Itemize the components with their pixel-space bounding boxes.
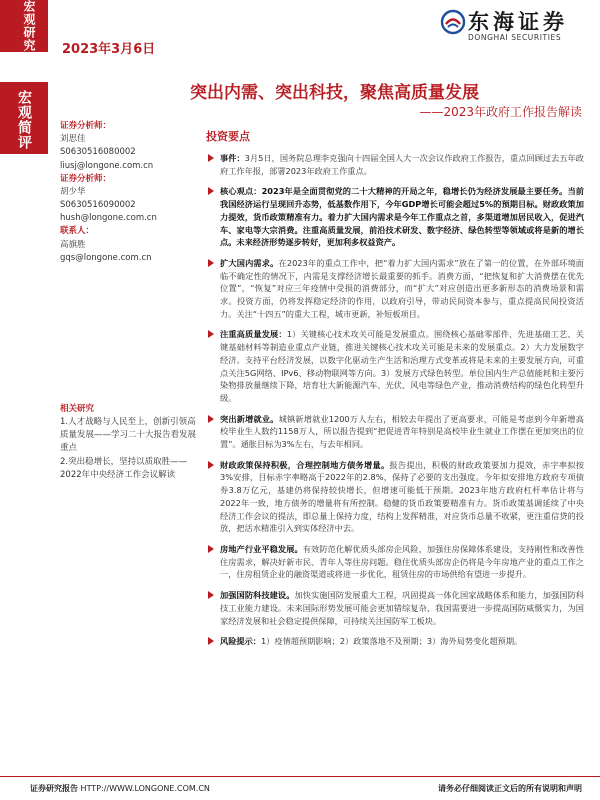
header-red-band — [0, 0, 48, 52]
report-title: 突出内需、突出科技，聚焦高质量发展 — [190, 83, 479, 103]
bullet-text: 城镇新增就业1200万人左右，相较去年提出了更高要求，可能是考虑到今年新增高校毕业生人数约1158万人，所以报告提到“把促进青年特别是高校毕业生就业工作摆在更加突出的位置”。通胀目标为3%左右，与去年相同。 — [220, 413, 584, 450]
bullet-key: 事件： — [220, 153, 245, 163]
bullet-key: 突出新增就业。 — [220, 413, 279, 424]
analyst-cert: S0630516080002 — [60, 147, 136, 158]
bullet-employment — [206, 413, 584, 451]
bullet-real-estate — [206, 543, 584, 581]
footer-url[interactable]: HTTP://WWW.LONGONE.COM.CN — [80, 784, 210, 793]
bullet-key: 加强国防科技建设。 — [220, 590, 295, 601]
bullet-domestic-demand — [206, 257, 584, 321]
analyst-label: 证券分析师： — [60, 173, 112, 184]
footer-left — [30, 783, 210, 794]
logo-chinese-name: 东海证券 — [468, 10, 568, 34]
related-research — [60, 403, 202, 482]
analyst-label: 证券分析师： — [60, 121, 112, 131]
bullet-event — [206, 152, 584, 177]
section-title: 投资要点 — [206, 130, 250, 143]
report-type-label: 宏观简评 — [16, 90, 32, 150]
bullet-fiscal-policy — [206, 459, 584, 535]
bullet-text: 报告提出，积极的财政政策要加力提效，赤字率拟按3%安排，目标赤字率略高于2022年的2.8%，保持了必要的支出强度。今年拟安排地方政府专项债券3.8万亿元，基建仍将保持较快增长，但增速可能低于预期。2023年地方政府杠杆率估计将与2022年一致，地方债务的增量将有所控制。稳健的货币政策要精准有力。货币政策基调延续了中央经济工作会议的提法，即总量上保持力度，结构上发挥精准，对应货币总量不收紧，更注重信贷的投放，把活水精准引入到实体经济中去。 — [220, 459, 584, 534]
bullet-key: 房地产行业平稳发展。 — [220, 543, 303, 554]
related-research-item[interactable]: 1.人才战略与人民至上，创新引领高质量发展——学习二十大报告看发展重点 — [60, 417, 197, 454]
contact-name: 高旗胜 — [60, 239, 86, 250]
bullet-key: 核心观点： — [220, 186, 262, 197]
analyst-email[interactable]: liusj@longone.com.cn — [60, 160, 154, 171]
bullet-key: 财政政策保持积极，合理控制地方债务增量。 — [220, 459, 390, 470]
related-research-item[interactable]: 2.突出稳增长，坚持以质取胜——2022年中央经济工作会议解读 — [60, 456, 188, 480]
analyst-cert: S0630516090002 — [60, 200, 136, 211]
analyst-name: 胡少华 — [60, 186, 86, 197]
donghai-logo-icon — [440, 9, 466, 35]
footer-report-label: 证券研究报告 — [30, 784, 78, 793]
footer-disclaimer: 请务必仔细阅读正文后的所有说明和声明 — [438, 784, 582, 793]
bullet-text: 有效防范化解优质头部房企风险，加强住房保障体系建设，支持刚性和改善性住房需求，解决好新市民、青年人等住房问题。稳住优质头部房企仍将是今年房地产业的重点工作之一，住房租赁企业的融资渠道或将进一步优化，租赁住房的市场供给有望进一步提升。 — [220, 543, 584, 580]
report-date: 2023年3月6日 — [62, 42, 156, 57]
bullet-text: 2023年是全面贯彻党的二十大精神的开局之年，稳增长仍为经济发展最主要任务。当前我国经济运行呈现回升态势，低基数作用下，今年GDP增长可能会超过5%的预期目标。财政政策加力提效，货币政策精准有力。着力扩大国内需求是今年工作重点之首，多渠道增加居民收入，促进汽车、家电等大宗消费。注重高质量发展，前沿技术研发、数字经济、绿色转型等领域或将是新的增长点。未来经济形势逐步转好，更加利多权益资产。 — [220, 186, 584, 248]
bullet-core-view — [206, 185, 584, 249]
contact-email[interactable]: gqs@longone.com.cn — [60, 252, 152, 263]
sidebar — [60, 120, 202, 482]
bullet-text: 1）疫情超预期影响；2）政策落地不及预期；3）海外局势变化超预期。 — [260, 636, 523, 647]
side-red-band — [0, 82, 48, 154]
analyst-email[interactable]: hush@longone.com.cn — [60, 213, 157, 224]
logo-english-name: DONGHAI SECURITIES — [468, 33, 562, 42]
bullet-key: 风险提示： — [220, 636, 261, 647]
contact-label: 联系人： — [60, 226, 95, 237]
bullet-text: 在2023年的重点工作中，把“着力扩大国内需求”放在了第一的位置，在外部环境面临不确定性的情况下，内需是支撑经济增长最重要的抓手。消费方面，“把恢复和扩大消费摆在优先位置”，“恢复”对应三年疫情中受损的消费部分，而“扩大”对应创造出更多新形态的消费场景和需求。投资方面，仍将发挥稳定经济的作用，以政府引导，带动民间资本参与，重点提高民间投资活力。关注“十四五”的重大工程，城市更新，补短板项目。 — [220, 257, 584, 319]
bullet-high-quality — [206, 328, 584, 404]
bullet-text: 1）关键核心技术攻关可能是发展重点。围绕核心基础零部件、先进基础工艺、关键基础材料等制造业重点产业链，推进关键核心技术攻关可能是未来的发展重点。2）大力发展数字经济。支持平台经济发展，以数字化驱动生产生活和治理方式变革或将是未来的主要发展方向，可重点关注5G网络、IPv6、移动物联网等方向。3）发展方式绿色转型。单位国内生产总值能耗和主要污染物排放量继续下降，培育壮大新能源汽车、光伏、风电等绿色产业，推动消费结构的绿色化转型升级。 — [220, 329, 584, 403]
bullet-risk — [206, 635, 584, 648]
analyst-name: 刘思佳 — [60, 134, 86, 145]
bullet-defense — [206, 589, 584, 627]
company-logo — [440, 6, 600, 46]
bullet-text: 加快实施国防发展重大工程，巩固提高一体化国家战略体系和能力，加强国防科技工业能力建设。未来国际形势发展可能会更加错综复杂，我国需要进一步提高国防威慑实力，为国家经济发展和社会稳定提供保障，可持续关注国防军工板块。 — [220, 590, 584, 626]
main-content — [206, 128, 584, 656]
related-research-label: 相关研究 — [60, 403, 95, 414]
bullet-key: 扩大国内需求。 — [220, 257, 279, 268]
report-subtitle: ——2023年政府工作报告解读 — [419, 105, 582, 119]
bullet-text: 3月5日，国务院总理李克强向十四届全国人大一次会议作政府工作报告，重点回顾过去五年政府工作年报，部署2023年政府工作重点。 — [220, 153, 584, 176]
page-footer — [0, 776, 600, 800]
bullet-key: 注重高质量发展： — [220, 329, 287, 340]
report-category-label: 宏观研究 — [22, 0, 36, 52]
